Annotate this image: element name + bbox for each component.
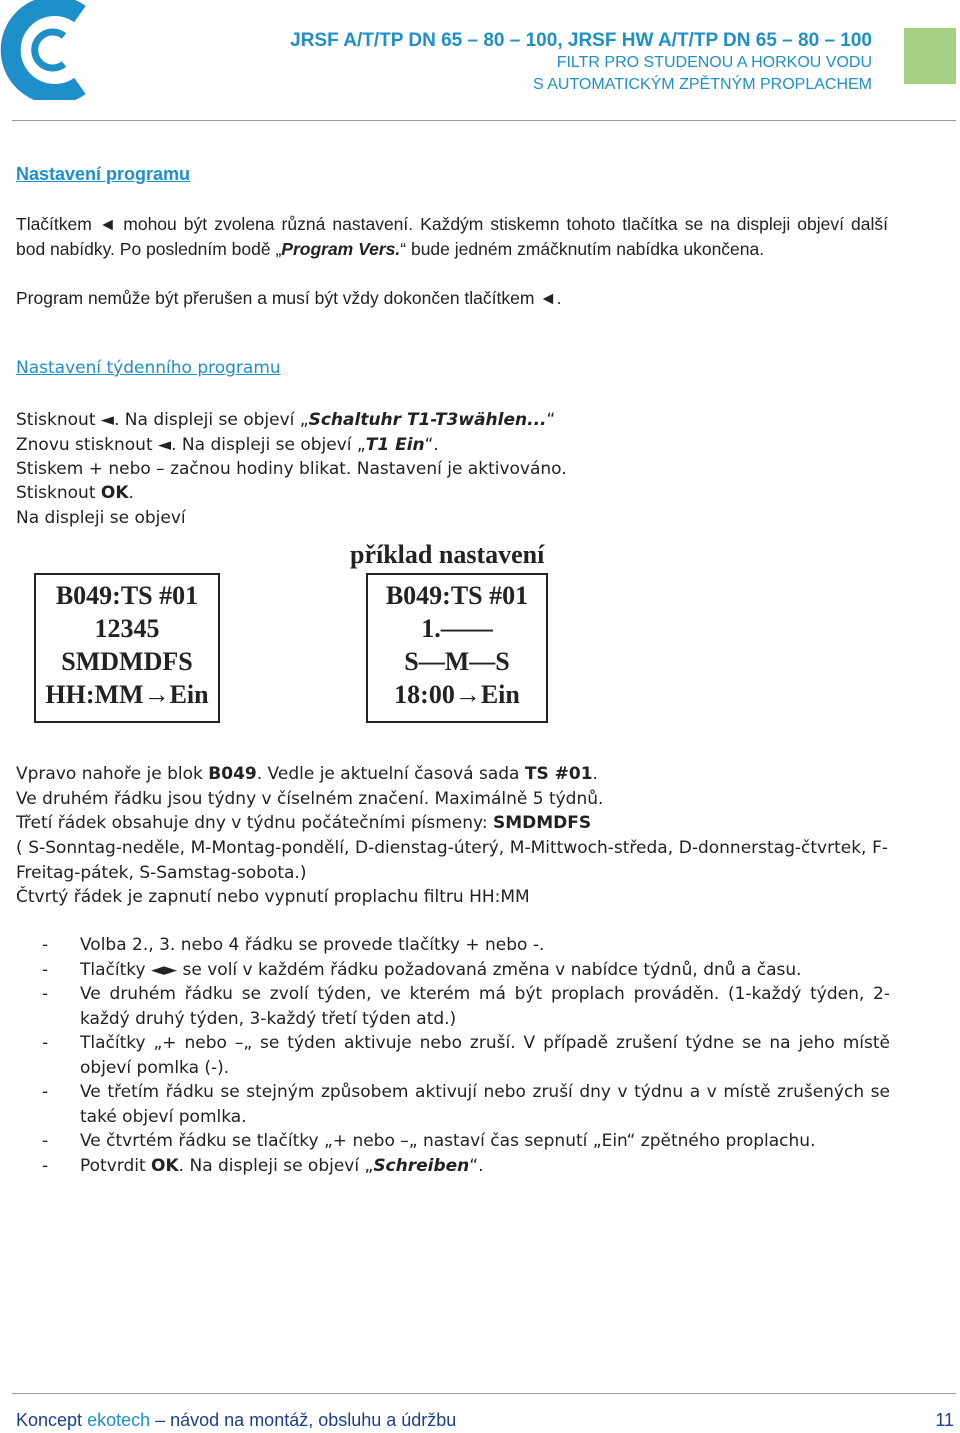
lcd-display-example [366,573,548,723]
instruction-line-2: Znovu stisknout ◄. Na displeji se objeví „T1 Ein“. [16,435,439,455]
explanation-line-3: Třetí řádek obsahuje dny v týdnu počátečními písmeny: SMDMDFS [16,813,592,833]
header-divider [12,120,956,121]
list-item: - Volba 2., 3. nebo 4 řádku se provede tlačítky + nebo -. [42,935,545,955]
instruction-line-1: Stisknout ◄. Na displeji se objeví „Schaltuhr T1-T3wählen...“ [16,410,556,430]
list-item: - Ve druhém řádku se zvolí týden, ve kterém má být proplach prováděn. (1-každý týden, 2-každý druhý týden, 3-každý třetí týden atd.) [42,984,890,1029]
lcd-line: SMDMDFS [61,647,193,676]
list-item: - Ve čtvrtém řádku se tlačítky „+ nebo –„ nastaví čas sepnutí „Ein“ zpětného proplachu. [42,1131,816,1151]
lcd-line: 12345 [94,614,160,643]
explanation-line-5: Čtvrtý řádek je zapnutí nebo vypnutí proplachu filtru HH:MM [16,887,530,907]
example-title: příklad nastavení [350,540,545,569]
lcd-line: 1.—— [421,614,493,643]
instruction-line-4: Stisknout OK. [16,483,134,503]
page-number: 11 [935,1410,954,1430]
document-subtitle-1: FILTR PRO STUDENOU A HORKOU VODU [556,54,872,71]
document-title: JRSF A/T/TP DN 65 – 80 – 100, JRSF HW A/T/TP DN 65 – 80 – 100 [290,30,872,51]
brand-accent-square [904,28,956,84]
brand-c-logo-icon [0,0,90,100]
instruction-line-5: Na displeji se objeví [16,508,186,528]
section-title-weekly-program: Nastavení týdenního programu [16,358,281,378]
list-item: - Tlačítky ◄► se volí v každém řádku požadovaná změna v nabídce týdnů, dnů a času. [42,959,802,980]
paragraph-program-interrupt: Program nemůže být přerušen a musí být vždy dokončen tlačítkem ◄. [16,288,562,308]
instruction-list [42,933,890,1178]
instruction-line-3: Stiskem + nebo – začnou hodiny blikat. Nastavení je aktivováno. [16,459,567,479]
list-item: - Potvrdit OK. Na displeji se objeví „Schreiben“. [42,1155,484,1176]
explanation-day-legend: ( S-Sonntag-neděle, M-Montag-pondělí, D-dienstag-úterý, M-Mittwoch-středa, D-donnerstag-čtvrtek, F-Freitag-pátek, S-Samstag-sobota.) [16,838,888,883]
paragraph-program-settings: Tlačítkem ◄ mohou být zvolena různá nastavení. Každým stiskemn tohoto tlačítka se na displeji objeví další bod nabídky. Po posledním bodě „Program Vers.“ bude jedném zmáčknutím nabídka ukončena. [16,214,888,259]
document-subtitle-2: S AUTOMATICKÝM ZPĚTNÝM PROPLACHEM [532,76,872,93]
lcd-line: B049:TS #01 [385,581,529,610]
lcd-line: S—M—S [404,647,510,676]
footer-divider [12,1393,956,1394]
list-item: - Ve třetím řádku se stejným způsobem aktivují nebo zruší dny v týdnu a v místě zrušených se také objeví pomlka. [42,1082,890,1127]
section-title-program-settings: Nastavení programu [16,164,191,184]
footer-text: Koncept ekotech – návod na montáž, obsluhu a údržbu [16,1410,457,1430]
lcd-line: B049:TS #01 [55,581,199,610]
lcd-line: 18:00→Ein [394,680,520,709]
lcd-display-default [34,573,220,723]
explanation-line-1: Vpravo nahoře je blok B049. Vedle je aktuelní časová sada TS #01. [16,764,598,784]
lcd-line: HH:MM→Ein [45,680,209,709]
list-item: - Tlačítky „+ nebo –„ se týden aktivuje nebo zruší. V případě zrušení týdne se na jeho místě objeví pomlka (-). [42,1033,890,1078]
explanation-line-2: Ve druhém řádku jsou týdny v číselném značení. Maximálně 5 týdnů. [16,789,604,809]
